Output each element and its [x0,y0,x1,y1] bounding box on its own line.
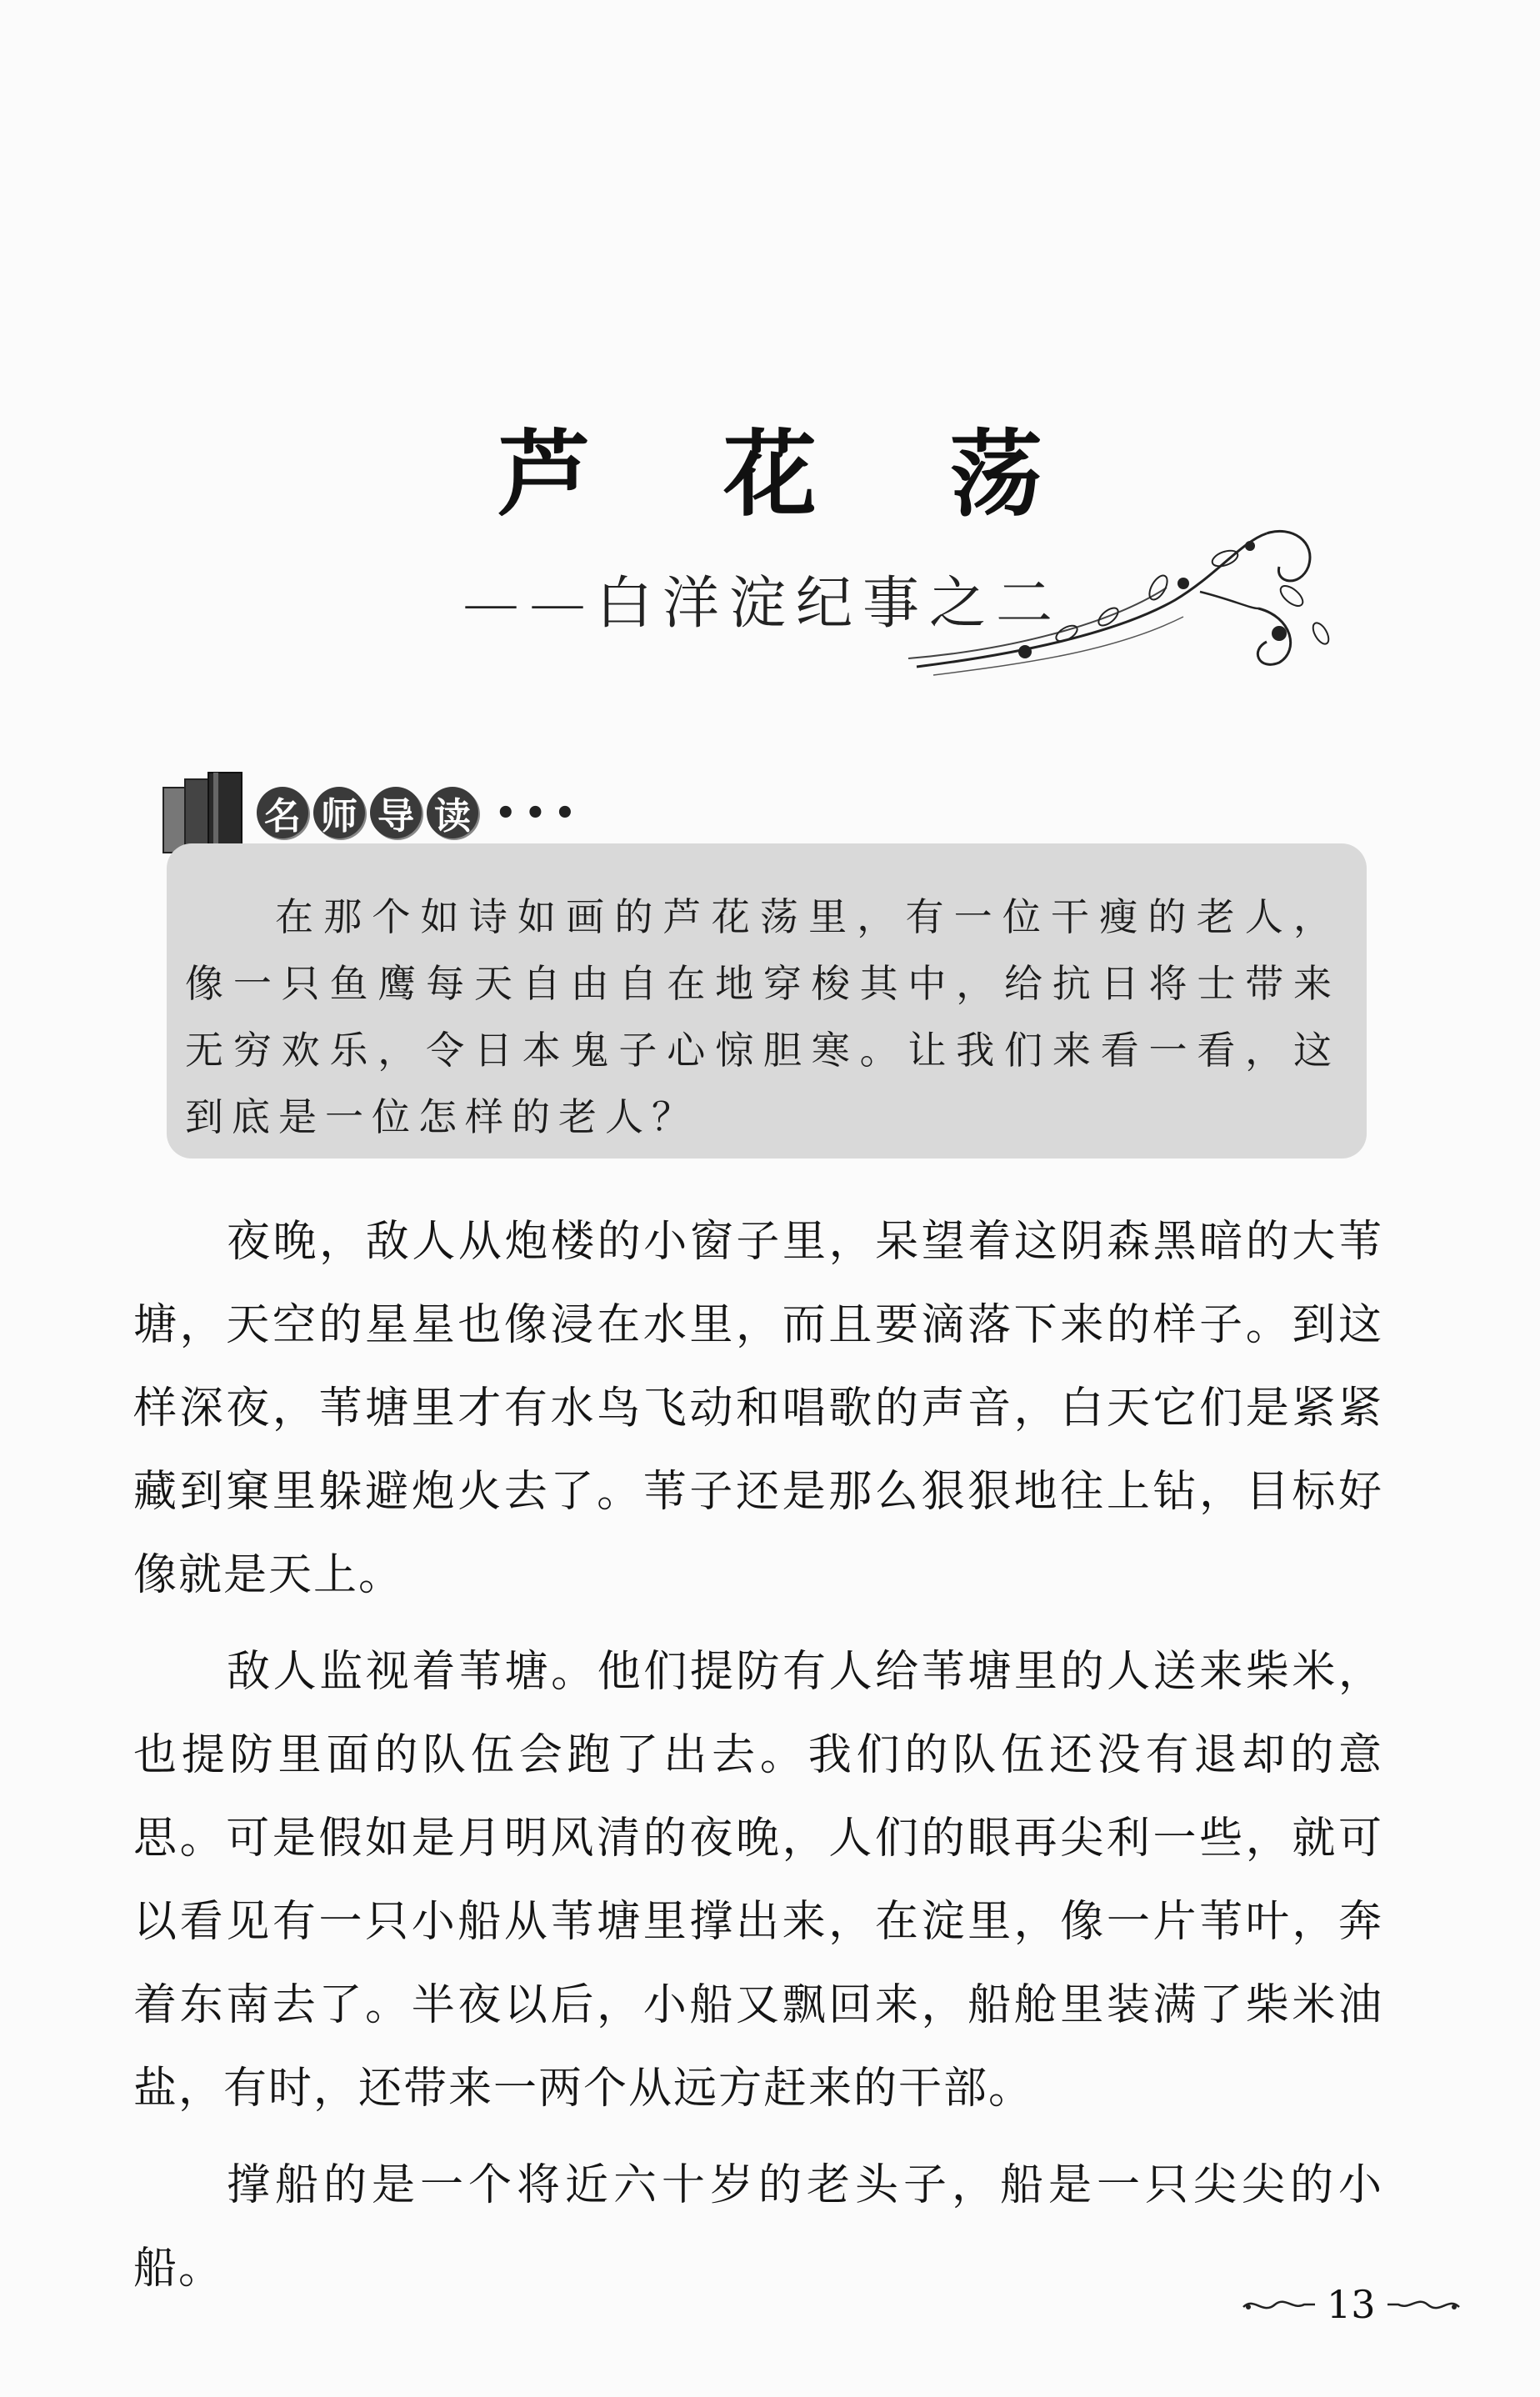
scroll-flourish-icon [1386,2292,1461,2317]
guide-badges [257,787,483,838]
teacher-guide-header [160,771,584,854]
body-text [133,1200,1383,2324]
body-paragraph: 敌人监视着苇塘。他们提防有人给苇塘里的人送来柴米，也提防里面的队伍会跑了出去。我们的队伍还没有退却的意思。可是假如是月明风清的夜晚，人们的眼再尖利一些，就可以看见有一只小船从苇塘里撑出来，在淀里，像一片苇叶，奔着东南去了。半夜以后，小船又飘回来，船舱里装满了柴米油盐，有时，还带来一两个从远方赶来的干部。 [133,1647,1383,2114]
page-number: 13 [1327,2282,1376,2327]
teacher-guide-box [167,843,1367,1158]
guide-badge: 导 [370,787,422,838]
guide-badge: 读 [427,787,478,838]
scroll-flourish-icon [1242,2292,1317,2317]
chapter-subtitle: ——白洋淀纪事之二 [462,571,1063,637]
chapter-title: 芦 花 荡 [498,420,1092,529]
guide-badge: 名 [257,787,308,838]
body-paragraph: 夜晚，敌人从炮楼的小窗子里，呆望着这阴森黑暗的大苇塘，天空的星星也像浸在水里，而且要滴落下来的样子。到这样深夜，苇塘里才有水鸟飞动和唱歌的声音，白天它们是紧紧藏到窠里躲避炮火去了。苇子还是那么狠狠地往上钻，目标好像就是天上。 [133,1217,1383,1600]
guide-badge: 师 [313,787,365,838]
guide-text: 在那个如诗如画的芦花荡里，有一位干瘦的老人，像一只鱼鹰每天自由自在地穿梭其中，给抗日将士带来无穷欢乐，令日本鬼子心惊胆寒。让我们来看一看，这到底是一位怎样的老人？ [185,894,1340,1139]
body-paragraph: 撑船的是一个将近六十岁的老头子，船是一只尖尖的小船。 [133,2160,1383,2294]
guide-dots: ••• [495,793,584,833]
floral-vine-ornament-icon [900,508,1333,692]
books-icon [160,771,253,854]
page-number-footer [1242,2279,1461,2329]
